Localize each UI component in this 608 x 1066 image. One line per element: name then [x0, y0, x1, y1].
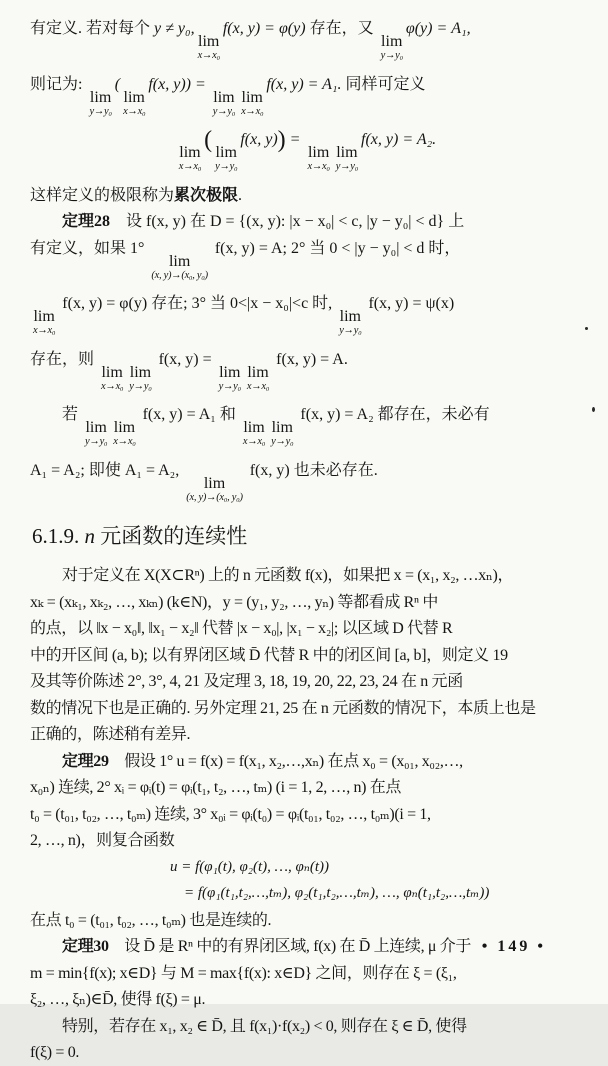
- text-run: f(x, y) = A.: [272, 350, 348, 368]
- limit-operator: [123, 90, 145, 118]
- intro-line-2: [30, 72, 582, 118]
- limit-label: lim: [101, 363, 123, 381]
- limit-label: lim: [113, 419, 136, 436]
- limit-subscript: x→x₀: [246, 380, 270, 392]
- limit-subscript: y→y₀: [380, 50, 403, 61]
- limit-subscript: x→x₀: [178, 161, 202, 172]
- text-run: 中的开区间 (a, b); 以有界闭区域 D̄ 代替 R 中的闭区间 [a, b]，则定义 19: [30, 646, 508, 664]
- text-run: x₀ₙ) 连续, 2° xᵢ = φᵢ(t) = φᵢ(t₁, t₂, …, tₘ) (i = 1, 2, …, n) 在点: [30, 779, 402, 796]
- text-run: A₁ = A₂; 即使 A₁ = A₂,: [30, 461, 184, 479]
- text-run: 及其等价陈述 2°, 3°, 4, 21 及定理 3, 18, 19, 20, 22, 23, 24 在 n 元函: [30, 673, 463, 690]
- text-run: 存在，则: [30, 350, 99, 368]
- paragraph-line: [30, 669, 582, 695]
- open-paren: (: [114, 75, 121, 93]
- limit-label: lim: [339, 308, 361, 325]
- limit-subscript: x→x₀: [33, 325, 56, 336]
- limit-operator: [151, 254, 207, 282]
- limit-subscript: y→y₀: [85, 436, 108, 447]
- limit-operator: [101, 365, 123, 393]
- limit-subscript: x→x₀: [242, 436, 266, 447]
- close-paren: ): [277, 127, 286, 153]
- limit-subscript: y→y₀: [129, 380, 152, 392]
- math-run: =: [285, 131, 305, 148]
- text-run: f(x, y) = A₁ 和: [138, 406, 240, 423]
- section-heading-6-1-9: [32, 523, 582, 549]
- theorem29-line-1: [30, 749, 582, 775]
- limit-operator: [186, 476, 242, 504]
- math-run: f(x, y): [240, 131, 278, 148]
- limit-label: lim: [215, 144, 237, 161]
- scan-artifact: [585, 327, 588, 330]
- limit-operator: [198, 34, 220, 62]
- limit-label: lim: [168, 252, 191, 270]
- text-run: 的点，以 ‖x − x₀‖, ‖x₁ − x₂‖ 代替 |x − x₀|, |x₁ − x₂|; 以区域 D 代替 R: [30, 620, 453, 637]
- text-run: m = min{f(x); x∈D} 与 M = max{f(x): x∈D} 之间，则存在 ξ = (ξ₁,: [30, 964, 457, 982]
- limit-operator: [381, 34, 403, 62]
- page-number: • 149 •: [481, 938, 546, 955]
- limit-label: lim: [241, 88, 263, 106]
- math-run: = f(φ₁(t₁,t₂,…,tₘ), φ₂(t₁,t₂,…,tₘ), …, φₙ(t₁,t₂,…,tₘ)): [184, 885, 490, 901]
- paragraph-line: [30, 722, 582, 748]
- limit-subscript: y→y₀: [218, 380, 241, 392]
- limit-subscript: y→y₀: [339, 325, 362, 336]
- math-run: f(x, y) = φ(y): [222, 20, 306, 37]
- math-run: f(x, y) = A₁.: [266, 75, 342, 93]
- limit-operator: [247, 365, 269, 393]
- limit-subscript: x→x₀: [307, 161, 330, 172]
- limit-operator: [213, 90, 235, 118]
- math-run: =: [190, 75, 210, 93]
- limit-subscript: x→x₀: [101, 380, 124, 392]
- limit-label: lim: [33, 308, 55, 325]
- limit-subscript: x→x₀: [241, 105, 264, 117]
- text-run: 2, …, n)，则复合函数: [30, 832, 175, 849]
- limit-label: lim: [179, 144, 201, 161]
- theorem-label: 定理30: [62, 938, 109, 955]
- limit-operator: [89, 90, 111, 118]
- text-run: 则记为:: [30, 75, 87, 93]
- display-formula-iterated-limit: [30, 127, 582, 173]
- theorem29-line-4: [30, 828, 582, 854]
- text-run: f(x, y) = A₂ 都存在，未必有: [296, 406, 490, 423]
- limit-subscript: y→y₀: [89, 105, 112, 117]
- math-run: f(x, y): [148, 75, 186, 93]
- limit-label: lim: [307, 144, 330, 161]
- intro-line-4: [30, 183, 582, 209]
- text-run: 设 D̄ 是 Rⁿ 中的有界闭区域, f(x) 在 D̄ 上连续, μ 介于: [108, 938, 472, 955]
- limit-subscript: (x, y)→(x₀, y₀): [186, 491, 243, 503]
- theorem28-line-1: [30, 209, 582, 235]
- remark-line-1: [30, 402, 582, 448]
- limit-label: lim: [123, 88, 145, 106]
- text-run: f(ξ) = 0.: [30, 1044, 79, 1061]
- section-title-text: 元函数的连续性: [95, 524, 248, 548]
- bold-term: 累次极限: [174, 186, 239, 204]
- limit-operator: [129, 365, 151, 393]
- limit-subscript: y→y₀: [335, 161, 359, 172]
- text-run: .: [238, 186, 243, 204]
- math-run: f(x, y) = A₂.: [361, 131, 437, 148]
- text-run: f(x, y) = φ(y) 存在; 3° 当 0<|x − x₀|<c 时,: [58, 295, 337, 312]
- limit-operator: [307, 145, 329, 173]
- limit-operator: [215, 145, 237, 173]
- limit-label: lim: [129, 363, 152, 381]
- math-run: u = f(φ₁(t), φ₂(t), …, φₙ(t)): [170, 858, 329, 875]
- theorem28-line-3: [30, 291, 582, 337]
- limit-label: lim: [89, 88, 112, 106]
- limit-operator: [241, 90, 263, 118]
- paragraph-line: [30, 590, 582, 616]
- text-run: 正确的，陈述稍有差异.: [30, 726, 191, 743]
- paragraph-line: [30, 643, 582, 669]
- text-run: f(x, y) =: [154, 350, 216, 368]
- math-run: y ≠ y₀,: [154, 20, 195, 37]
- section-variable-n: n: [84, 524, 95, 548]
- limit-subscript: x→x₀: [123, 105, 146, 117]
- text-run: 若: [62, 406, 83, 423]
- theorem29-line-2: [30, 775, 582, 801]
- text-run: 对于定义在 X(X⊂Rⁿ) 上的 n 元函数 f(x)，如果把 x = (x₁, x₂, …xₙ)，: [62, 567, 514, 584]
- open-paren: (: [204, 127, 213, 153]
- limit-label: lim: [219, 363, 241, 381]
- limit-label: lim: [247, 363, 269, 381]
- text-run: ξ₂, …, ξₙ)∈D̄, 使得 f(ξ) = μ.: [30, 991, 206, 1008]
- text-run: 假设 1° u = f(x) = f(x₁, x₂,…,xₙ) 在点 x₀ = (x₀₁, x₀₂,…,: [108, 752, 463, 770]
- text-run: 在点 t₀ = (t₀₁, t₀₂, …, t₀ₘ) 也是连续的.: [30, 911, 272, 929]
- limit-subscript: x→x₀: [197, 50, 220, 61]
- limit-operator: [243, 420, 265, 448]
- composite-function-formula-line-2: [30, 881, 582, 907]
- limit-subscript: y→y₀: [212, 105, 236, 117]
- text-run: 数的情况下也是正确的. 另外定理 21, 25 在 n 元函数的情况下，本质上也是: [30, 699, 536, 717]
- limit-operator: [113, 420, 135, 448]
- limit-operator: [339, 309, 361, 337]
- limit-label: lim: [243, 419, 265, 436]
- text-run: t₀ = (t₀₁, t₀₂, …, t₀ₘ) 连续, 3° x₀ᵢ = φᵢ(t₀) = φᵢ(t₀₁, t₀₂, …, t₀ₘ)(i = 1,: [30, 805, 431, 823]
- theorem-label: 定理28: [62, 213, 111, 230]
- limit-operator: [85, 420, 107, 448]
- paragraph-line: [30, 616, 582, 642]
- text-run: f(x, y) 也未必存在.: [245, 461, 378, 479]
- text-run: 同样可定义: [341, 75, 426, 93]
- limit-operator: [33, 309, 55, 337]
- text-run: xₖ = (xₖ₁, xₖ₂, …, xₖₙ) (k∈N)，y = (y₁, y₂, …, yₙ) 等都看成 Rⁿ 中: [30, 593, 438, 611]
- limit-label: lim: [271, 419, 293, 436]
- intro-line-1: [30, 16, 582, 62]
- text-run: 这样定义的极限称为: [30, 186, 175, 204]
- math-run: φ(y) = A₁,: [405, 20, 471, 37]
- limit-label: lim: [213, 88, 235, 106]
- theorem-label: 定理29: [62, 752, 109, 770]
- text-run: 有定义. 若对每个: [30, 20, 155, 37]
- limit-operator: [336, 145, 358, 173]
- text-run: 设 f(x, y) 在 D = {(x, y): |x − x₀| < c, |y − y₀| < d} 上: [110, 213, 465, 230]
- limit-label: lim: [85, 419, 107, 436]
- text-run: 存在，又: [305, 20, 378, 37]
- paragraph-line: [30, 563, 582, 589]
- theorem30-line-2: [30, 961, 582, 987]
- limit-subscript: x→x₀: [113, 436, 136, 447]
- limit-operator: [271, 420, 293, 448]
- theorem29-closing-line: [30, 908, 582, 934]
- limit-subscript: (x, y)→(x₀, y₀): [151, 269, 208, 281]
- limit-subscript: y→y₀: [215, 161, 238, 172]
- limit-operator: [219, 365, 241, 393]
- close-paren: ): [185, 75, 191, 93]
- limit-label: lim: [381, 33, 403, 50]
- limit-subscript: y→y₀: [271, 436, 294, 447]
- theorem30-line-3: [30, 987, 582, 1013]
- text-run: f(x, y) = ψ(x): [364, 295, 455, 312]
- limit-operator: [179, 145, 201, 173]
- text-run: 有定义，如果 1°: [30, 239, 149, 257]
- scan-artifact: [592, 407, 595, 412]
- paragraph-line: [30, 696, 582, 722]
- corollary-line-1: [30, 1014, 582, 1040]
- limit-label: lim: [203, 474, 226, 492]
- section-number: 6.1.9.: [32, 524, 85, 548]
- remark-line-2: [30, 458, 582, 504]
- limit-label: lim: [198, 33, 220, 50]
- corollary-line-2: [30, 1040, 582, 1066]
- theorem29-line-3: [30, 802, 582, 828]
- theorem28-line-2: [30, 236, 582, 282]
- text-run: f(x, y) = A; 2° 当 0 < |y − y₀| < d 时，: [210, 239, 461, 257]
- composite-function-formula-line-1: [30, 855, 582, 881]
- text-run: 特别，若存在 x₁, x₂ ∈ D̄, 且 f(x₁)·f(x₂) < 0, 则存在 ξ ∈ D̄, 使得: [62, 1017, 467, 1035]
- theorem28-line-4: [30, 347, 582, 393]
- limit-label: lim: [336, 144, 358, 161]
